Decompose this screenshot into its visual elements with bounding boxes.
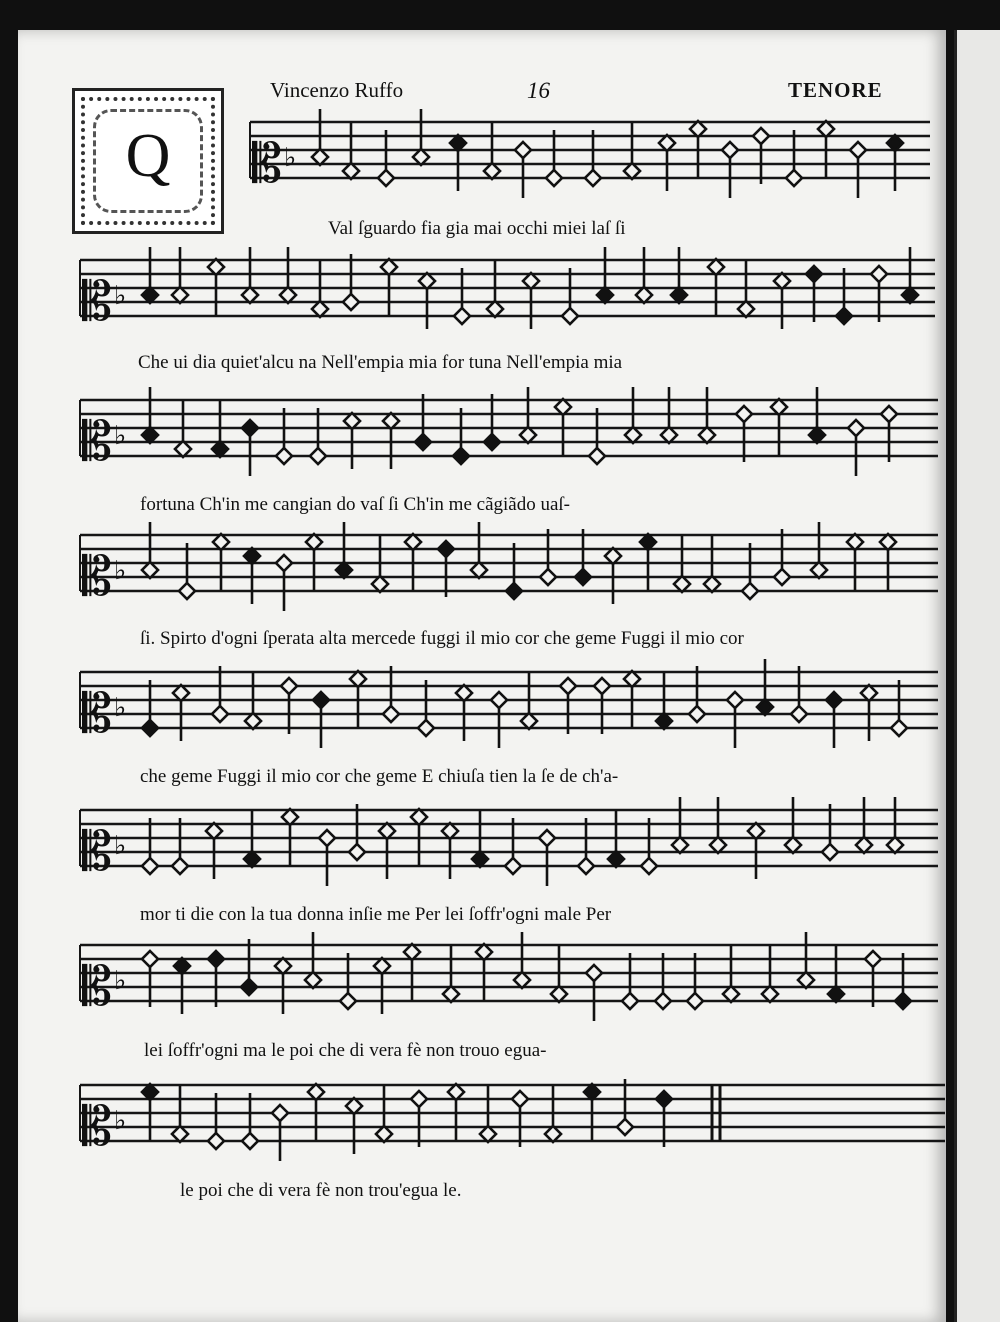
note-head-icon: [242, 420, 258, 436]
note-head-icon: [722, 142, 738, 158]
page-number: 16: [527, 78, 550, 103]
note-head-icon: [674, 576, 690, 592]
note-head-icon: [173, 685, 189, 701]
note-head-icon: [404, 944, 420, 960]
note-head-icon: [280, 287, 296, 303]
note-head-icon: [208, 1133, 224, 1149]
note-head-icon: [142, 287, 158, 303]
clef-icon: 𝄡: [82, 545, 113, 608]
note-head-icon: [319, 830, 335, 846]
note-head-icon: [809, 427, 825, 443]
note-head-icon: [344, 413, 360, 429]
note-head-icon: [640, 534, 656, 550]
note-head-icon: [376, 1126, 392, 1142]
flat-sign-icon: ♭: [114, 421, 127, 451]
note-head-icon: [512, 1091, 528, 1107]
note-head-icon: [586, 965, 602, 981]
note-head-icon: [545, 1126, 561, 1142]
note-head-icon: [419, 273, 435, 289]
note-head-icon: [438, 541, 454, 557]
lyric-line-2: Che ui dia quiet'alcu na Nell'empia mia for tuna Nell'empia mia: [138, 352, 623, 373]
note-head-icon: [175, 441, 191, 457]
note-head-icon: [484, 163, 500, 179]
note-head-icon: [887, 135, 903, 151]
note-head-icon: [865, 951, 881, 967]
note-head-icon: [656, 713, 672, 729]
note-head-icon: [710, 837, 726, 853]
note-head-icon: [310, 448, 326, 464]
note-head-icon: [551, 986, 567, 1002]
note-head-icon: [891, 720, 907, 736]
note-head-icon: [343, 294, 359, 310]
note-head-icon: [491, 692, 507, 708]
note-head-icon: [487, 301, 503, 317]
note-head-icon: [672, 837, 688, 853]
flat-sign-icon: ♭: [284, 143, 297, 173]
note-head-icon: [484, 434, 500, 450]
note-head-icon: [895, 993, 911, 1009]
note-head-icon: [306, 534, 322, 550]
note-head-icon: [656, 1091, 672, 1107]
composer-name: Vincenzo Ruffo: [270, 78, 404, 102]
note-head-icon: [349, 844, 365, 860]
note-head-icon: [245, 713, 261, 729]
lyric-line-3: fortuna Ch'in me cangian do vaſ ſi Ch'in me cãgiãdo uaſ-: [140, 494, 571, 515]
note-head-icon: [442, 823, 458, 839]
note-head-icon: [206, 823, 222, 839]
note-head-icon: [881, 406, 897, 422]
note-head-icon: [275, 958, 291, 974]
note-head-icon: [562, 308, 578, 324]
note-head-icon: [861, 685, 877, 701]
lyric-line-7: lei ſoffr'ogni ma le poi che di vera fè non trouo egua-: [144, 1040, 547, 1061]
note-head-icon: [597, 287, 613, 303]
note-head-icon: [378, 170, 394, 186]
note-head-icon: [560, 678, 576, 694]
note-head-icon: [625, 427, 641, 443]
clef-icon: 𝄡: [82, 1095, 113, 1158]
note-head-icon: [687, 993, 703, 1009]
note-head-icon: [655, 993, 671, 1009]
note-head-icon: [476, 944, 492, 960]
part-name: TENORE: [788, 78, 883, 102]
note-head-icon: [415, 434, 431, 450]
flat-sign-icon: ♭: [114, 693, 127, 723]
note-head-icon: [212, 441, 228, 457]
note-head-icon: [880, 534, 896, 550]
lyric-line-8: le poi che di vera fè non trou'egua le.: [180, 1180, 462, 1201]
note-head-icon: [806, 266, 822, 282]
note-head-icon: [346, 1098, 362, 1114]
note-head-icon: [742, 583, 758, 599]
note-head-icon: [379, 823, 395, 839]
note-head-icon: [811, 562, 827, 578]
initial-letter: Q: [125, 122, 171, 190]
lyric-line-5: che geme Fuggi il mio cor che geme E chiuſa tien la ſe de ch'a-: [140, 766, 619, 787]
note-head-icon: [594, 678, 610, 694]
flat-sign-icon: ♭: [114, 831, 127, 861]
note-head-icon: [343, 163, 359, 179]
clef-icon: 𝄡: [82, 270, 113, 333]
note-head-icon: [313, 692, 329, 708]
note-head-icon: [142, 951, 158, 967]
note-head-icon: [798, 972, 814, 988]
note-head-icon: [276, 555, 292, 571]
clef-icon: 𝄡: [252, 132, 283, 195]
note-head-icon: [383, 413, 399, 429]
note-head-icon: [411, 1091, 427, 1107]
note-head-icon: [605, 548, 621, 564]
note-head-icon: [608, 851, 624, 867]
note-head-icon: [340, 993, 356, 1009]
note-head-icon: [172, 858, 188, 874]
flat-sign-icon: ♭: [114, 1106, 127, 1136]
note-head-icon: [521, 713, 537, 729]
lyric-line-4: ſi. Spirto d'ogni ſperata alta mercede fuggi il mio cor che geme Fuggi il mio cor: [140, 628, 744, 649]
note-head-icon: [636, 287, 652, 303]
note-head-icon: [244, 851, 260, 867]
note-head-icon: [689, 706, 705, 722]
note-head-icon: [785, 837, 801, 853]
note-head-icon: [771, 399, 787, 415]
note-head-icon: [142, 720, 158, 736]
note-head-icon: [179, 583, 195, 599]
note-head-icon: [723, 986, 739, 1002]
clef-icon: 𝄡: [82, 820, 113, 883]
note-head-icon: [208, 259, 224, 275]
note-head-icon: [774, 273, 790, 289]
note-head-icon: [242, 287, 258, 303]
note-head-icon: [453, 448, 469, 464]
note-head-icon: [708, 259, 724, 275]
flat-sign-icon: ♭: [114, 966, 127, 996]
note-head-icon: [413, 149, 429, 165]
note-head-icon: [374, 958, 390, 974]
note-head-icon: [520, 427, 536, 443]
note-head-icon: [850, 142, 866, 158]
note-head-icon: [786, 170, 802, 186]
note-head-icon: [828, 986, 844, 1002]
note-head-icon: [589, 448, 605, 464]
note-head-icon: [757, 699, 773, 715]
note-head-icon: [472, 851, 488, 867]
note-head-icon: [383, 706, 399, 722]
note-head-icon: [471, 562, 487, 578]
note-head-icon: [826, 692, 842, 708]
flat-sign-icon: ♭: [114, 556, 127, 586]
clef-icon: 𝄡: [82, 955, 113, 1018]
note-head-icon: [142, 858, 158, 874]
note-head-icon: [753, 128, 769, 144]
note-head-icon: [244, 548, 260, 564]
note-head-icon: [887, 837, 903, 853]
note-head-icon: [704, 576, 720, 592]
note-head-icon: [539, 830, 555, 846]
note-head-icon: [622, 993, 638, 1009]
note-head-icon: [282, 809, 298, 825]
note-head-icon: [172, 287, 188, 303]
note-head-icon: [856, 837, 872, 853]
note-head-icon: [848, 420, 864, 436]
note-head-icon: [272, 1105, 288, 1121]
note-head-icon: [774, 569, 790, 585]
note-head-icon: [762, 986, 778, 1002]
note-head-icon: [671, 287, 687, 303]
note-head-icon: [305, 972, 321, 988]
note-head-icon: [871, 266, 887, 282]
note-head-icon: [514, 972, 530, 988]
note-head-icon: [624, 671, 640, 687]
note-head-icon: [523, 273, 539, 289]
note-head-icon: [506, 583, 522, 599]
note-head-icon: [659, 135, 675, 151]
note-head-icon: [480, 1126, 496, 1142]
note-head-icon: [578, 858, 594, 874]
note-head-icon: [212, 706, 228, 722]
note-head-icon: [372, 576, 388, 592]
note-head-icon: [546, 170, 562, 186]
lyric-line-6: mor ti die con la tua donna inſie me Per lei ſoffr'ogni male Per: [140, 904, 612, 925]
flat-sign-icon: ♭: [114, 281, 127, 311]
note-head-icon: [584, 1084, 600, 1100]
note-head-icon: [443, 986, 459, 1002]
note-head-icon: [699, 427, 715, 443]
note-head-icon: [540, 569, 556, 585]
note-head-icon: [515, 142, 531, 158]
note-head-icon: [281, 678, 297, 694]
note-head-icon: [847, 534, 863, 550]
note-head-icon: [174, 958, 190, 974]
note-head-icon: [308, 1084, 324, 1100]
clef-icon: 𝄡: [82, 682, 113, 745]
note-head-icon: [418, 720, 434, 736]
note-head-icon: [411, 809, 427, 825]
note-head-icon: [241, 979, 257, 995]
note-head-icon: [505, 858, 521, 874]
clef-icon: 𝄡: [82, 410, 113, 473]
note-head-icon: [405, 534, 421, 550]
note-head-icon: [381, 259, 397, 275]
note-head-icon: [822, 844, 838, 860]
lyric-line-1: Val ſguardo fia gia mai occhi miei laſ ſi: [328, 218, 626, 239]
note-head-icon: [791, 706, 807, 722]
note-head-icon: [213, 534, 229, 550]
note-head-icon: [448, 1084, 464, 1100]
note-head-icon: [242, 1133, 258, 1149]
note-head-icon: [450, 135, 466, 151]
note-head-icon: [836, 308, 852, 324]
note-head-icon: [312, 149, 328, 165]
note-head-icon: [641, 858, 657, 874]
note-head-icon: [456, 685, 472, 701]
note-head-icon: [142, 1084, 158, 1100]
note-head-icon: [727, 692, 743, 708]
note-head-icon: [818, 121, 834, 137]
note-head-icon: [738, 301, 754, 317]
note-head-icon: [624, 163, 640, 179]
note-head-icon: [575, 569, 591, 585]
note-head-icon: [617, 1119, 633, 1135]
note-head-icon: [276, 448, 292, 464]
note-head-icon: [142, 562, 158, 578]
note-head-icon: [736, 406, 752, 422]
note-head-icon: [748, 823, 764, 839]
note-head-icon: [585, 170, 601, 186]
note-head-icon: [350, 671, 366, 687]
note-head-icon: [172, 1126, 188, 1142]
note-head-icon: [312, 301, 328, 317]
note-head-icon: [208, 951, 224, 967]
note-head-icon: [661, 427, 677, 443]
note-head-icon: [336, 562, 352, 578]
note-head-icon: [555, 399, 571, 415]
note-head-icon: [454, 308, 470, 324]
note-head-icon: [690, 121, 706, 137]
note-head-icon: [902, 287, 918, 303]
note-head-icon: [142, 427, 158, 443]
